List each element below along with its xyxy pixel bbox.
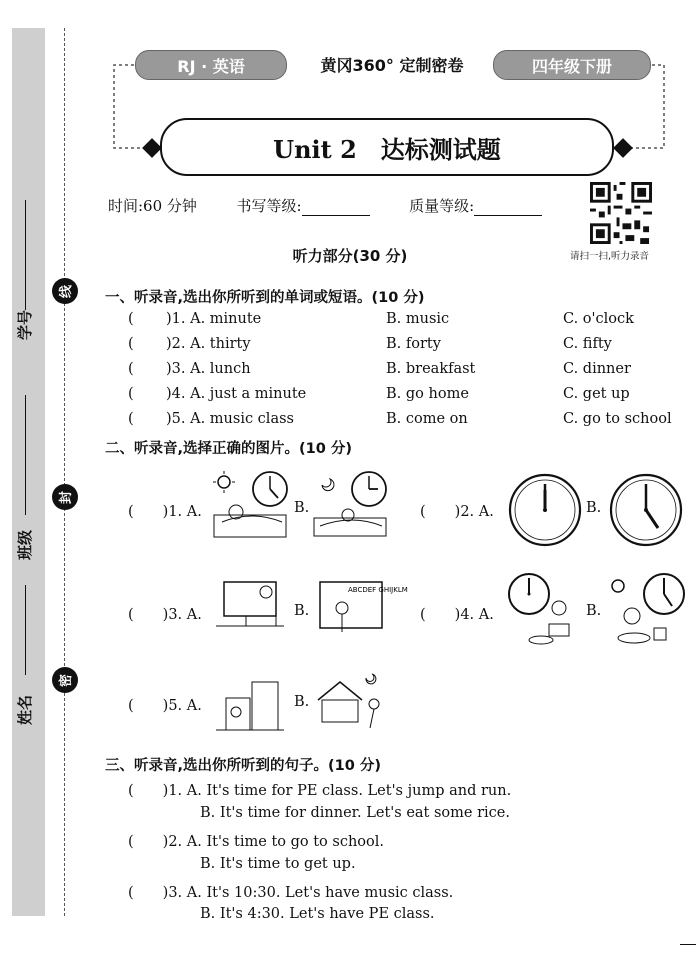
- s2-option-5b-label: B.: [294, 694, 310, 710]
- name-line: [25, 585, 26, 675]
- seal-seal: 封: [52, 484, 78, 510]
- qr-caption: 请扫一扫,听力录音: [570, 251, 650, 262]
- clock-5-picture[interactable]: [608, 472, 684, 548]
- s2-option-3b-label: B.: [294, 603, 310, 619]
- info-line: [108, 195, 542, 216]
- s2-option-4b-label: B.: [586, 603, 602, 619]
- going-home-picture[interactable]: [314, 668, 390, 734]
- quality-grade-blank[interactable]: [474, 197, 542, 216]
- dinner-5-picture[interactable]: [604, 572, 688, 648]
- page-title: Unit 2 达标测试题: [160, 118, 614, 176]
- list-item: ( )1. A. minute B. music C. o'clock: [128, 311, 634, 327]
- list-item: ( )2. A. thirty B. forty C. fifty: [128, 336, 612, 352]
- series-tag: 黄冈360° 定制密卷: [320, 55, 464, 75]
- sleeping-morning-picture[interactable]: [212, 470, 292, 540]
- going-to-school-picture[interactable]: [216, 676, 286, 734]
- list-item: B. It's time for dinner. Let's eat some rice.: [200, 805, 510, 821]
- clock-12-picture[interactable]: [507, 472, 583, 548]
- seal-secret: 密: [52, 667, 78, 693]
- s2-question-4: ( )4. A.: [420, 607, 494, 623]
- list-item: ( )5. A. music class B. come on C. go to school: [128, 411, 672, 427]
- student-id-field[interactable]: 学号: [16, 309, 34, 340]
- section-1-list: [128, 311, 688, 436]
- list-item: ( )3. A. lunch B. breakfast C. dinner: [128, 361, 631, 377]
- sleeping-night-picture[interactable]: [312, 470, 392, 540]
- s2-question-5: ( )5. A.: [128, 698, 202, 714]
- s2-question-1: ( )1. A.: [128, 504, 202, 520]
- listening-part-title: 听力部分(30 分): [292, 247, 408, 265]
- class-line: [25, 395, 26, 515]
- section-2-title: 二、听录音,选择正确的图片。(10 分): [105, 441, 352, 457]
- s2-option-1b-label: B.: [294, 500, 310, 516]
- grade-tag: 四年级下册: [493, 50, 651, 80]
- s2-question-3: ( )3. A.: [128, 607, 202, 623]
- page-edge-mark: [680, 944, 696, 945]
- subject-tag: RJ · 英语: [135, 50, 287, 80]
- list-item: ( )4. A. just a minute B. go home C. get up: [128, 386, 630, 402]
- list-item: B. It's time to get up.: [200, 856, 356, 872]
- s2-option-2b-label: B.: [586, 500, 602, 516]
- time-limit: 时间:60 分钟: [108, 197, 197, 215]
- list-item: ( )1. A. It's time for PE class. Let's jump and run.: [128, 783, 512, 799]
- section-3-title: 三、听录音,选出你所听到的句子。(10 分): [105, 758, 381, 774]
- board-text: ABCDEF GHIJKLM: [348, 586, 408, 594]
- list-item: B. It's 4:30. Let's have PE class.: [200, 906, 435, 922]
- qr-code-icon[interactable]: [590, 182, 652, 244]
- seal-line: 线: [52, 278, 78, 304]
- s2-question-2: ( )2. A.: [420, 504, 494, 520]
- classroom-desk-picture[interactable]: [216, 578, 286, 638]
- writing-grade-blank[interactable]: [302, 197, 370, 216]
- lunch-12-picture[interactable]: [505, 572, 575, 648]
- list-item: ( )2. A. It's time to go to school.: [128, 834, 385, 850]
- class-field[interactable]: 班级: [16, 529, 34, 560]
- section-1-title: 一、听录音,选出你所听到的单词或短语。(10 分): [105, 290, 425, 306]
- list-item: ( )3. A. It's 10:30. Let's have music class.: [128, 885, 454, 901]
- quality-grade-label: 质量等级:: [409, 197, 475, 215]
- name-field[interactable]: 姓名: [16, 694, 34, 725]
- teacher-board-picture[interactable]: [318, 580, 408, 640]
- binding-strip: [12, 28, 45, 916]
- writing-grade-label: 书写等级:: [236, 197, 302, 215]
- cut-line: [64, 28, 65, 916]
